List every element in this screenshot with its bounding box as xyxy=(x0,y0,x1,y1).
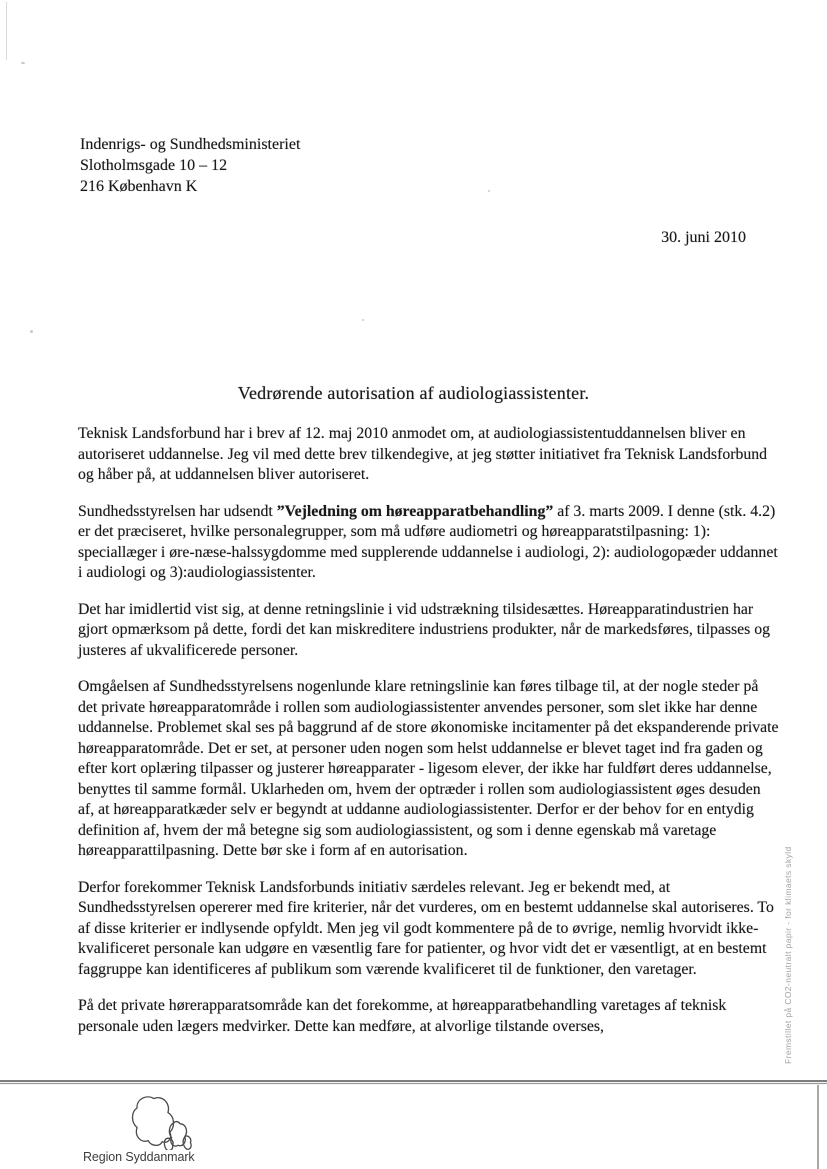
scan-artifact-vertical-line xyxy=(6,2,7,60)
paragraph-6: På det private hørerapparatsområde kan det forekomme, at høreapparatbehandling varetages af teknisk personale uden lægers medvirker. Dette kan medføre, at alvorlige tilstande overses, xyxy=(78,997,727,1035)
paragraph-2-segment-post: af 3. marts 2009. I denne (stk. 4.2) er det præciseret, hvilke personalegrupper, som må udføre audiometri og høreapparatstilpasning: 1): speciallæger i øre-næse-halssygdomme med supplerende uddannelse i audiologi, 2): audiologopæder uddannet i audiologi og 3):audiologiassistenter. xyxy=(78,502,778,581)
scan-speck xyxy=(21,62,25,64)
letter-date: 30. juni 2010 xyxy=(661,229,746,246)
paragraph-4: Omgåelsen af Sundhedsstyrelsens nogenlunde klare retningslinie kan føres tilbage til, at der nogle steder på det private høreapparatområde i rollen som audiologiassistenter anvendes personer, som slet ikke har denne uddannelse. Problemet skal ses på baggrund af de store økonomiske incitamenter på det ekspanderende private høreapparatområde. Det er set, at personer uden nogen som helst uddannelse er blevet taget ind fra gaden og efter kort oplæring tilpasser og justerer høreapparater - ligesom elever, der ikke har fuldført deres uddannelse, benyttes til samme formål. Uklarheden om, hvem der optræder i rollen som audiologiassistent øges desuden af, at høreapparatkæder selv er begyndt at uddanne audiologiassistenter. Derfor er der behov for en entydig definition af, hvem der må betegne sig som audiologiassistent, og som i denne egenskab må varetage høreapparattilpasning. Dette bør ske i form af en autorisation. xyxy=(78,678,779,859)
recipient-line-1: Indenrigs- og Sundhedsministeriet xyxy=(80,136,301,153)
paragraph-2 xyxy=(78,502,780,584)
paragraph-3: Det har imidlertid vist sig, at denne retningslinie i vid udstrækning tilsidesættes. Høreapparatindustrien har gjort opmærksom på dette, fordi det kan miskreditere industriens produkter, når de markedsføres, tilpasses og justeres af ukvalificerede personer. xyxy=(78,600,771,659)
scan-speck xyxy=(362,319,364,321)
paragraph-2-segment-pre: Sundhedsstyrelsen har udsendt xyxy=(78,502,277,520)
recipient-address xyxy=(80,134,300,197)
eco-paper-note: Fremstillet på CO2-neutralt papir - for klimaets skyld xyxy=(783,846,793,1064)
paragraph-1: Teknisk Landsforbund har i brev af 12. maj 2010 anmodet om, at audiologiassistentuddannelsen bliver en autoriseret uddannelse. Jeg vil med dette brev tilkendegive, at jeg støtter initiativet fra Teknisk Landsforbund og håber på, at uddannelsen bliver autoriseret. xyxy=(78,425,768,483)
paragraph-5: Derfor forekommer Teknisk Landsforbunds initiativ særdeles relevant. Jeg er bekendt med, at Sundhedsstyrelsen opererer med fire kriterier, når det vurderes, om en bestemt uddannelse skal autoriseres. To af disse kriterier er indlysende opfyldt. Men jeg vil godt kommentere på de to øvrige, nemlig hvorvidt ikke-kvalificeret personale kan udgøre en væsentlig fare for patienter, og hvor vidt det er væsentligt, at en bestemt faggruppe kan identificeres af publikum som værende kvalificeret til de funktioner, den varetager. xyxy=(78,878,774,978)
scan-fold-line xyxy=(0,1080,827,1085)
scan-speck xyxy=(488,190,490,192)
region-syddanmark-logo-icon xyxy=(122,1092,212,1150)
scan-artifact-right-line xyxy=(817,1085,819,1169)
recipient-line-2: Slotholmsgade 10 – 12 xyxy=(80,157,228,174)
subject-line: Vedrørende autorisation af audiologiassistenter. xyxy=(237,383,590,403)
paragraph-2-bold-guideline-title: ”Vejledning om høreapparatbehandling” xyxy=(276,502,554,520)
footer-logo-text: Region Syddanmark xyxy=(83,1150,195,1164)
scan-speck xyxy=(30,330,33,333)
recipient-line-3: 216 København K xyxy=(80,178,198,195)
letter-body xyxy=(78,424,780,1053)
